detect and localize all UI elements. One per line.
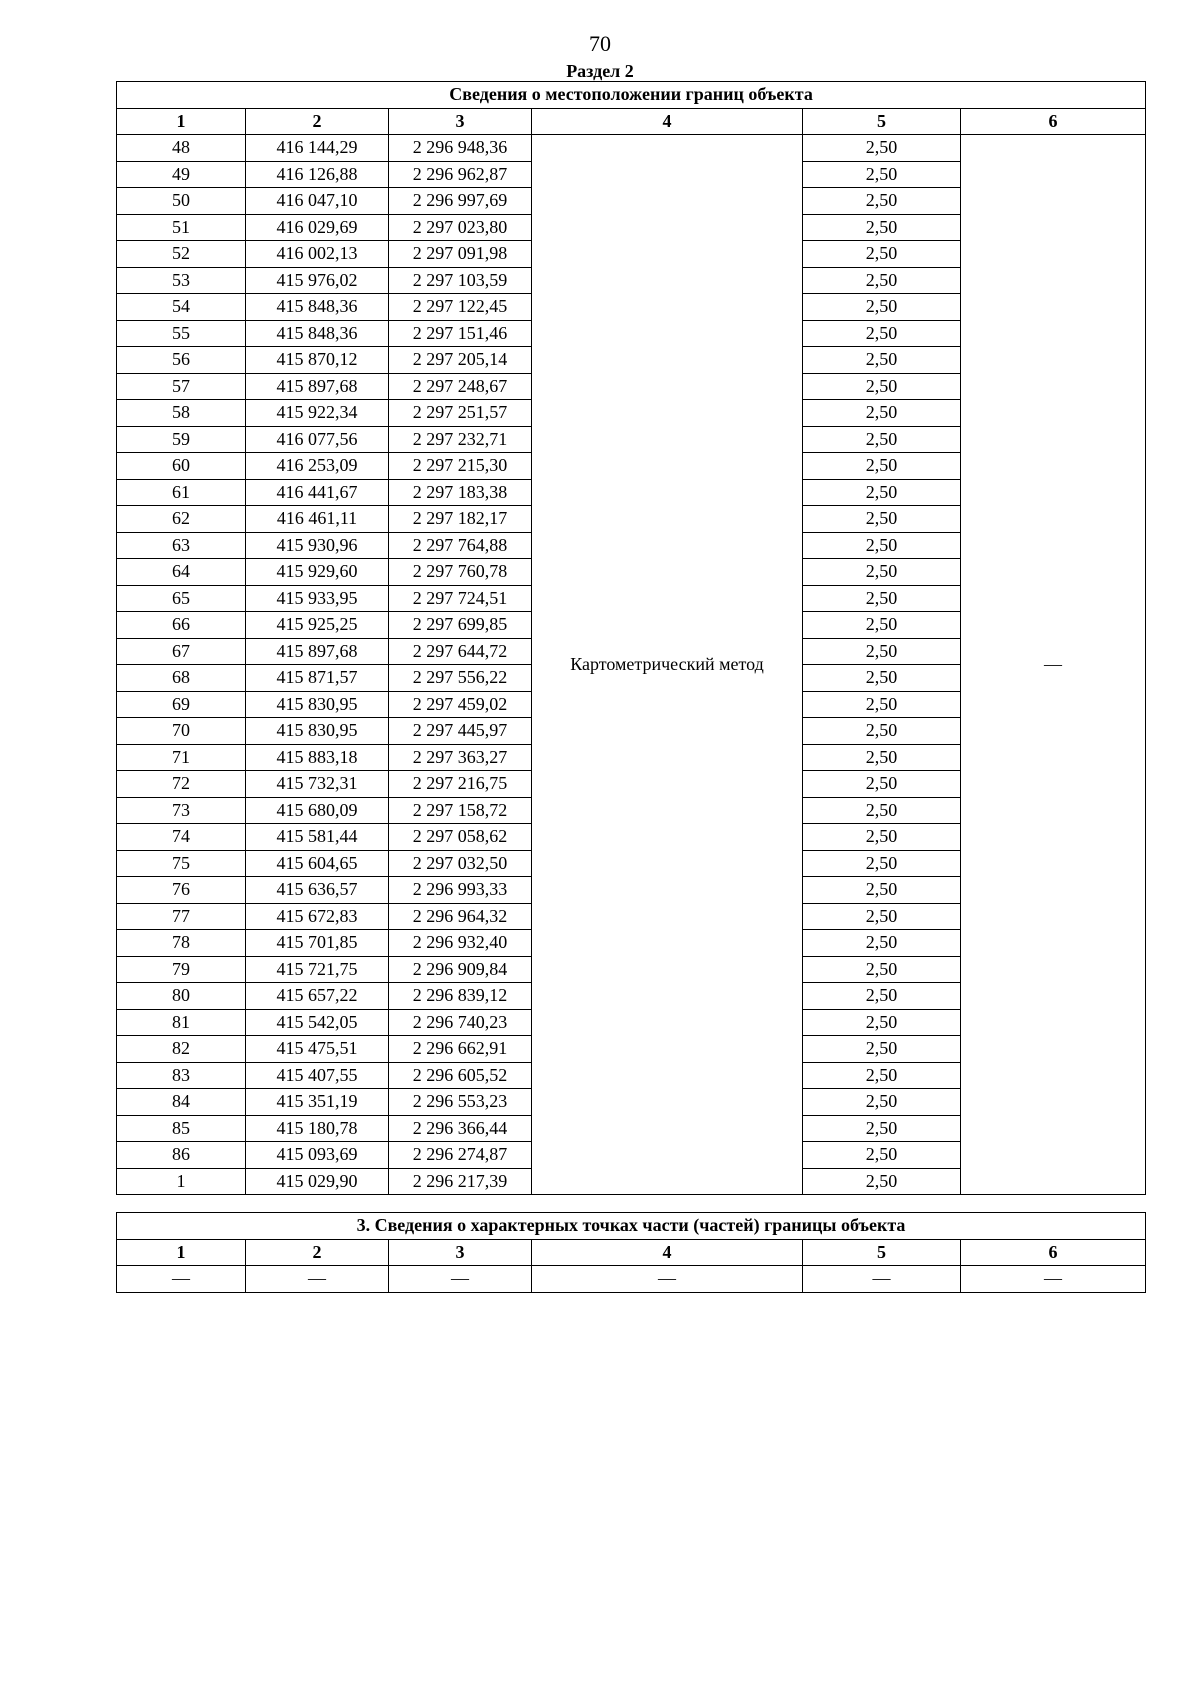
table-cell: 1 <box>117 1168 246 1195</box>
table-cell: 415 657,22 <box>246 983 389 1010</box>
table-cell: 415 093,69 <box>246 1142 389 1169</box>
table-cell: 2 297 724,51 <box>389 585 532 612</box>
part-points-table-caption: 3. Сведения о характерных точках части (частей) границы объекта <box>117 1213 1146 1240</box>
table-cell: 415 922,34 <box>246 400 389 427</box>
table-cell: 2 297 103,59 <box>389 267 532 294</box>
table-cell: 415 701,85 <box>246 930 389 957</box>
table-cell: 2,50 <box>803 294 961 321</box>
table-cell: 2,50 <box>803 665 961 692</box>
table-cell: 415 351,19 <box>246 1089 389 1116</box>
table-cell: 2 297 699,85 <box>389 612 532 639</box>
table-cell: 415 930,96 <box>246 532 389 559</box>
table-cell: 2 297 251,57 <box>389 400 532 427</box>
column-header: 2 <box>246 108 389 135</box>
table-cell: 78 <box>117 930 246 957</box>
table-cell: 416 441,67 <box>246 479 389 506</box>
table-cell: 80 <box>117 983 246 1010</box>
table-cell: 67 <box>117 638 246 665</box>
boundaries-table <box>116 81 1146 1195</box>
table-cell: 85 <box>117 1115 246 1142</box>
table-cell: 415 830,95 <box>246 718 389 745</box>
table-cell: 415 672,83 <box>246 903 389 930</box>
table-cell: 415 830,95 <box>246 691 389 718</box>
table-cell: — <box>532 1266 803 1293</box>
table-cell: 2,50 <box>803 930 961 957</box>
table-cell: 56 <box>117 347 246 374</box>
table-cell: 2,50 <box>803 347 961 374</box>
table-cell: 2 297 215,30 <box>389 453 532 480</box>
table-cell: 66 <box>117 612 246 639</box>
table-cell: 82 <box>117 1036 246 1063</box>
table-cell: 415 542,05 <box>246 1009 389 1036</box>
table-cell: 2 297 058,62 <box>389 824 532 851</box>
table-cell: 2 296 662,91 <box>389 1036 532 1063</box>
table-cell: 69 <box>117 691 246 718</box>
table-cell: 2,50 <box>803 691 961 718</box>
table-cell: 2,50 <box>803 983 961 1010</box>
table-cell: 2 297 183,38 <box>389 479 532 506</box>
column-header: 4 <box>532 1239 803 1266</box>
table-row <box>117 1266 1146 1293</box>
table-cell: 416 002,13 <box>246 241 389 268</box>
column-header: 6 <box>961 108 1146 135</box>
table-cell: 416 029,69 <box>246 214 389 241</box>
table-cell: 2,50 <box>803 824 961 851</box>
table-cell: 415 848,36 <box>246 294 389 321</box>
table-cell: — <box>246 1266 389 1293</box>
table-cell: 2,50 <box>803 903 961 930</box>
table-cell: 416 253,09 <box>246 453 389 480</box>
column-header: 6 <box>961 1239 1146 1266</box>
table-cell: 415 732,31 <box>246 771 389 798</box>
table-cell: 2,50 <box>803 320 961 347</box>
table-cell: 2 296 932,40 <box>389 930 532 957</box>
table-cell: 2 296 605,52 <box>389 1062 532 1089</box>
boundaries-table-header-row <box>117 108 1146 135</box>
table-cell: 2,50 <box>803 214 961 241</box>
table-cell: 2 297 122,45 <box>389 294 532 321</box>
table-cell: 61 <box>117 479 246 506</box>
table-cell: 2,50 <box>803 1036 961 1063</box>
table-cell: 2 296 948,36 <box>389 135 532 162</box>
table-row <box>117 135 1146 162</box>
column-header: 4 <box>532 108 803 135</box>
table-cell: 415 976,02 <box>246 267 389 294</box>
table-cell: 2 297 216,75 <box>389 771 532 798</box>
table-cell: 416 144,29 <box>246 135 389 162</box>
table-cell: 2,50 <box>803 532 961 559</box>
column-header: 3 <box>389 1239 532 1266</box>
table-cell: 2,50 <box>803 1115 961 1142</box>
table-cell: 2,50 <box>803 400 961 427</box>
table-cell: 2 297 032,50 <box>389 850 532 877</box>
table-cell: 2 297 248,67 <box>389 373 532 400</box>
table-cell: 415 680,09 <box>246 797 389 824</box>
table-cell: 59 <box>117 426 246 453</box>
table-cell: 2 296 553,23 <box>389 1089 532 1116</box>
table-cell: 2,50 <box>803 1168 961 1195</box>
table-cell: 2,50 <box>803 559 961 586</box>
table-cell: 2 297 363,27 <box>389 744 532 771</box>
table-cell: 2,50 <box>803 771 961 798</box>
table-cell: 77 <box>117 903 246 930</box>
table-cell: 415 883,18 <box>246 744 389 771</box>
table-cell: 65 <box>117 585 246 612</box>
table-cell: 2,50 <box>803 956 961 983</box>
table-cell: 2,50 <box>803 135 961 162</box>
table-cell: 58 <box>117 400 246 427</box>
table-cell: 2 296 366,44 <box>389 1115 532 1142</box>
column-header: 1 <box>117 108 246 135</box>
table-cell: 2,50 <box>803 638 961 665</box>
table-cell: 415 925,25 <box>246 612 389 639</box>
table-cell: 2 297 158,72 <box>389 797 532 824</box>
table-cell: 84 <box>117 1089 246 1116</box>
table-cell: 2,50 <box>803 267 961 294</box>
table-cell: 415 604,65 <box>246 850 389 877</box>
table-cell: 63 <box>117 532 246 559</box>
table-cell: 2 297 459,02 <box>389 691 532 718</box>
table-cell: 2 296 740,23 <box>389 1009 532 1036</box>
column-header: 2 <box>246 1239 389 1266</box>
table-cell: 48 <box>117 135 246 162</box>
table-cell: 53 <box>117 267 246 294</box>
table-cell: 2,50 <box>803 612 961 639</box>
table-cell: 2 296 839,12 <box>389 983 532 1010</box>
table-cell: 415 475,51 <box>246 1036 389 1063</box>
table-cell: 2 297 232,71 <box>389 426 532 453</box>
table-cell: 415 636,57 <box>246 877 389 904</box>
table-cell: 49 <box>117 161 246 188</box>
table-cell: 2 296 909,84 <box>389 956 532 983</box>
table-cell: 415 929,60 <box>246 559 389 586</box>
table-cell: — <box>389 1266 532 1293</box>
table-cell: 86 <box>117 1142 246 1169</box>
table-cell: 52 <box>117 241 246 268</box>
part-points-table-header-row <box>117 1239 1146 1266</box>
table-cell: 81 <box>117 1009 246 1036</box>
table-cell: 54 <box>117 294 246 321</box>
part-points-table <box>116 1212 1146 1293</box>
table-cell: 415 933,95 <box>246 585 389 612</box>
table-cell: 2 297 644,72 <box>389 638 532 665</box>
table-cell: 71 <box>117 744 246 771</box>
table-cell: 2 296 274,87 <box>389 1142 532 1169</box>
table-cell: 76 <box>117 877 246 904</box>
column-header: 1 <box>117 1239 246 1266</box>
table-cell: 2,50 <box>803 373 961 400</box>
table-cell: 2,50 <box>803 744 961 771</box>
column-header: 5 <box>803 108 961 135</box>
table-cell: — <box>117 1266 246 1293</box>
table-cell: 415 870,12 <box>246 347 389 374</box>
table-cell: 2 297 764,88 <box>389 532 532 559</box>
table-cell: 416 077,56 <box>246 426 389 453</box>
table-cell: 79 <box>117 956 246 983</box>
section-title: Раздел 2 <box>566 61 634 81</box>
table-cell: 55 <box>117 320 246 347</box>
table-cell: 2 297 760,78 <box>389 559 532 586</box>
column-header: 3 <box>389 108 532 135</box>
table-cell: 51 <box>117 214 246 241</box>
table-cell: — <box>803 1266 961 1293</box>
table-cell: 2 296 962,87 <box>389 161 532 188</box>
table-cell: 2 297 151,46 <box>389 320 532 347</box>
table-cell: 2,50 <box>803 1142 961 1169</box>
table-cell: 2 297 445,97 <box>389 718 532 745</box>
column6-cell: — <box>961 135 1146 1195</box>
table-cell: 415 180,78 <box>246 1115 389 1142</box>
table-cell: 2,50 <box>803 585 961 612</box>
table-cell: 2,50 <box>803 479 961 506</box>
table-cell: 415 581,44 <box>246 824 389 851</box>
table-cell: 2 297 091,98 <box>389 241 532 268</box>
table-cell: 68 <box>117 665 246 692</box>
table-cell: 416 461,11 <box>246 506 389 533</box>
table-cell: 2,50 <box>803 718 961 745</box>
table-cell: 415 871,57 <box>246 665 389 692</box>
table-cell: 70 <box>117 718 246 745</box>
page-number: 70 <box>589 31 611 56</box>
table-cell: 2,50 <box>803 426 961 453</box>
table-cell: 415 407,55 <box>246 1062 389 1089</box>
table-cell: 2,50 <box>803 797 961 824</box>
table-cell: 415 897,68 <box>246 373 389 400</box>
table-cell: 2 297 556,22 <box>389 665 532 692</box>
table-cell: 415 848,36 <box>246 320 389 347</box>
table-cell: — <box>961 1266 1146 1293</box>
table-cell: 2,50 <box>803 453 961 480</box>
table-cell: 2 296 964,32 <box>389 903 532 930</box>
table-cell: 72 <box>117 771 246 798</box>
table-cell: 2 297 205,14 <box>389 347 532 374</box>
table-cell: 2,50 <box>803 188 961 215</box>
table-cell: 416 047,10 <box>246 188 389 215</box>
table-cell: 2 296 217,39 <box>389 1168 532 1195</box>
table-cell: 73 <box>117 797 246 824</box>
table-cell: 2 296 997,69 <box>389 188 532 215</box>
part-points-table-body <box>117 1266 1146 1293</box>
table-cell: 415 897,68 <box>246 638 389 665</box>
boundaries-table-caption: Сведения о местоположении границ объекта <box>117 82 1146 109</box>
table-cell: 57 <box>117 373 246 400</box>
table-cell: 2,50 <box>803 1062 961 1089</box>
method-cell: Картометрический метод <box>532 135 803 1195</box>
table-cell: 2,50 <box>803 506 961 533</box>
table-cell: 83 <box>117 1062 246 1089</box>
table-cell: 2 296 993,33 <box>389 877 532 904</box>
table-cell: 62 <box>117 506 246 533</box>
table-cell: 74 <box>117 824 246 851</box>
table-cell: 415 029,90 <box>246 1168 389 1195</box>
table-cell: 2,50 <box>803 1089 961 1116</box>
table-cell: 2,50 <box>803 1009 961 1036</box>
table-cell: 60 <box>117 453 246 480</box>
table-cell: 2,50 <box>803 850 961 877</box>
boundaries-table-body <box>117 135 1146 1195</box>
table-cell: 2,50 <box>803 241 961 268</box>
table-cell: 415 721,75 <box>246 956 389 983</box>
table-cell: 2,50 <box>803 161 961 188</box>
column-header: 5 <box>803 1239 961 1266</box>
table-cell: 2 297 023,80 <box>389 214 532 241</box>
table-cell: 64 <box>117 559 246 586</box>
table-cell: 416 126,88 <box>246 161 389 188</box>
table-cell: 75 <box>117 850 246 877</box>
table-cell: 2 297 182,17 <box>389 506 532 533</box>
table-cell: 50 <box>117 188 246 215</box>
table-cell: 2,50 <box>803 877 961 904</box>
